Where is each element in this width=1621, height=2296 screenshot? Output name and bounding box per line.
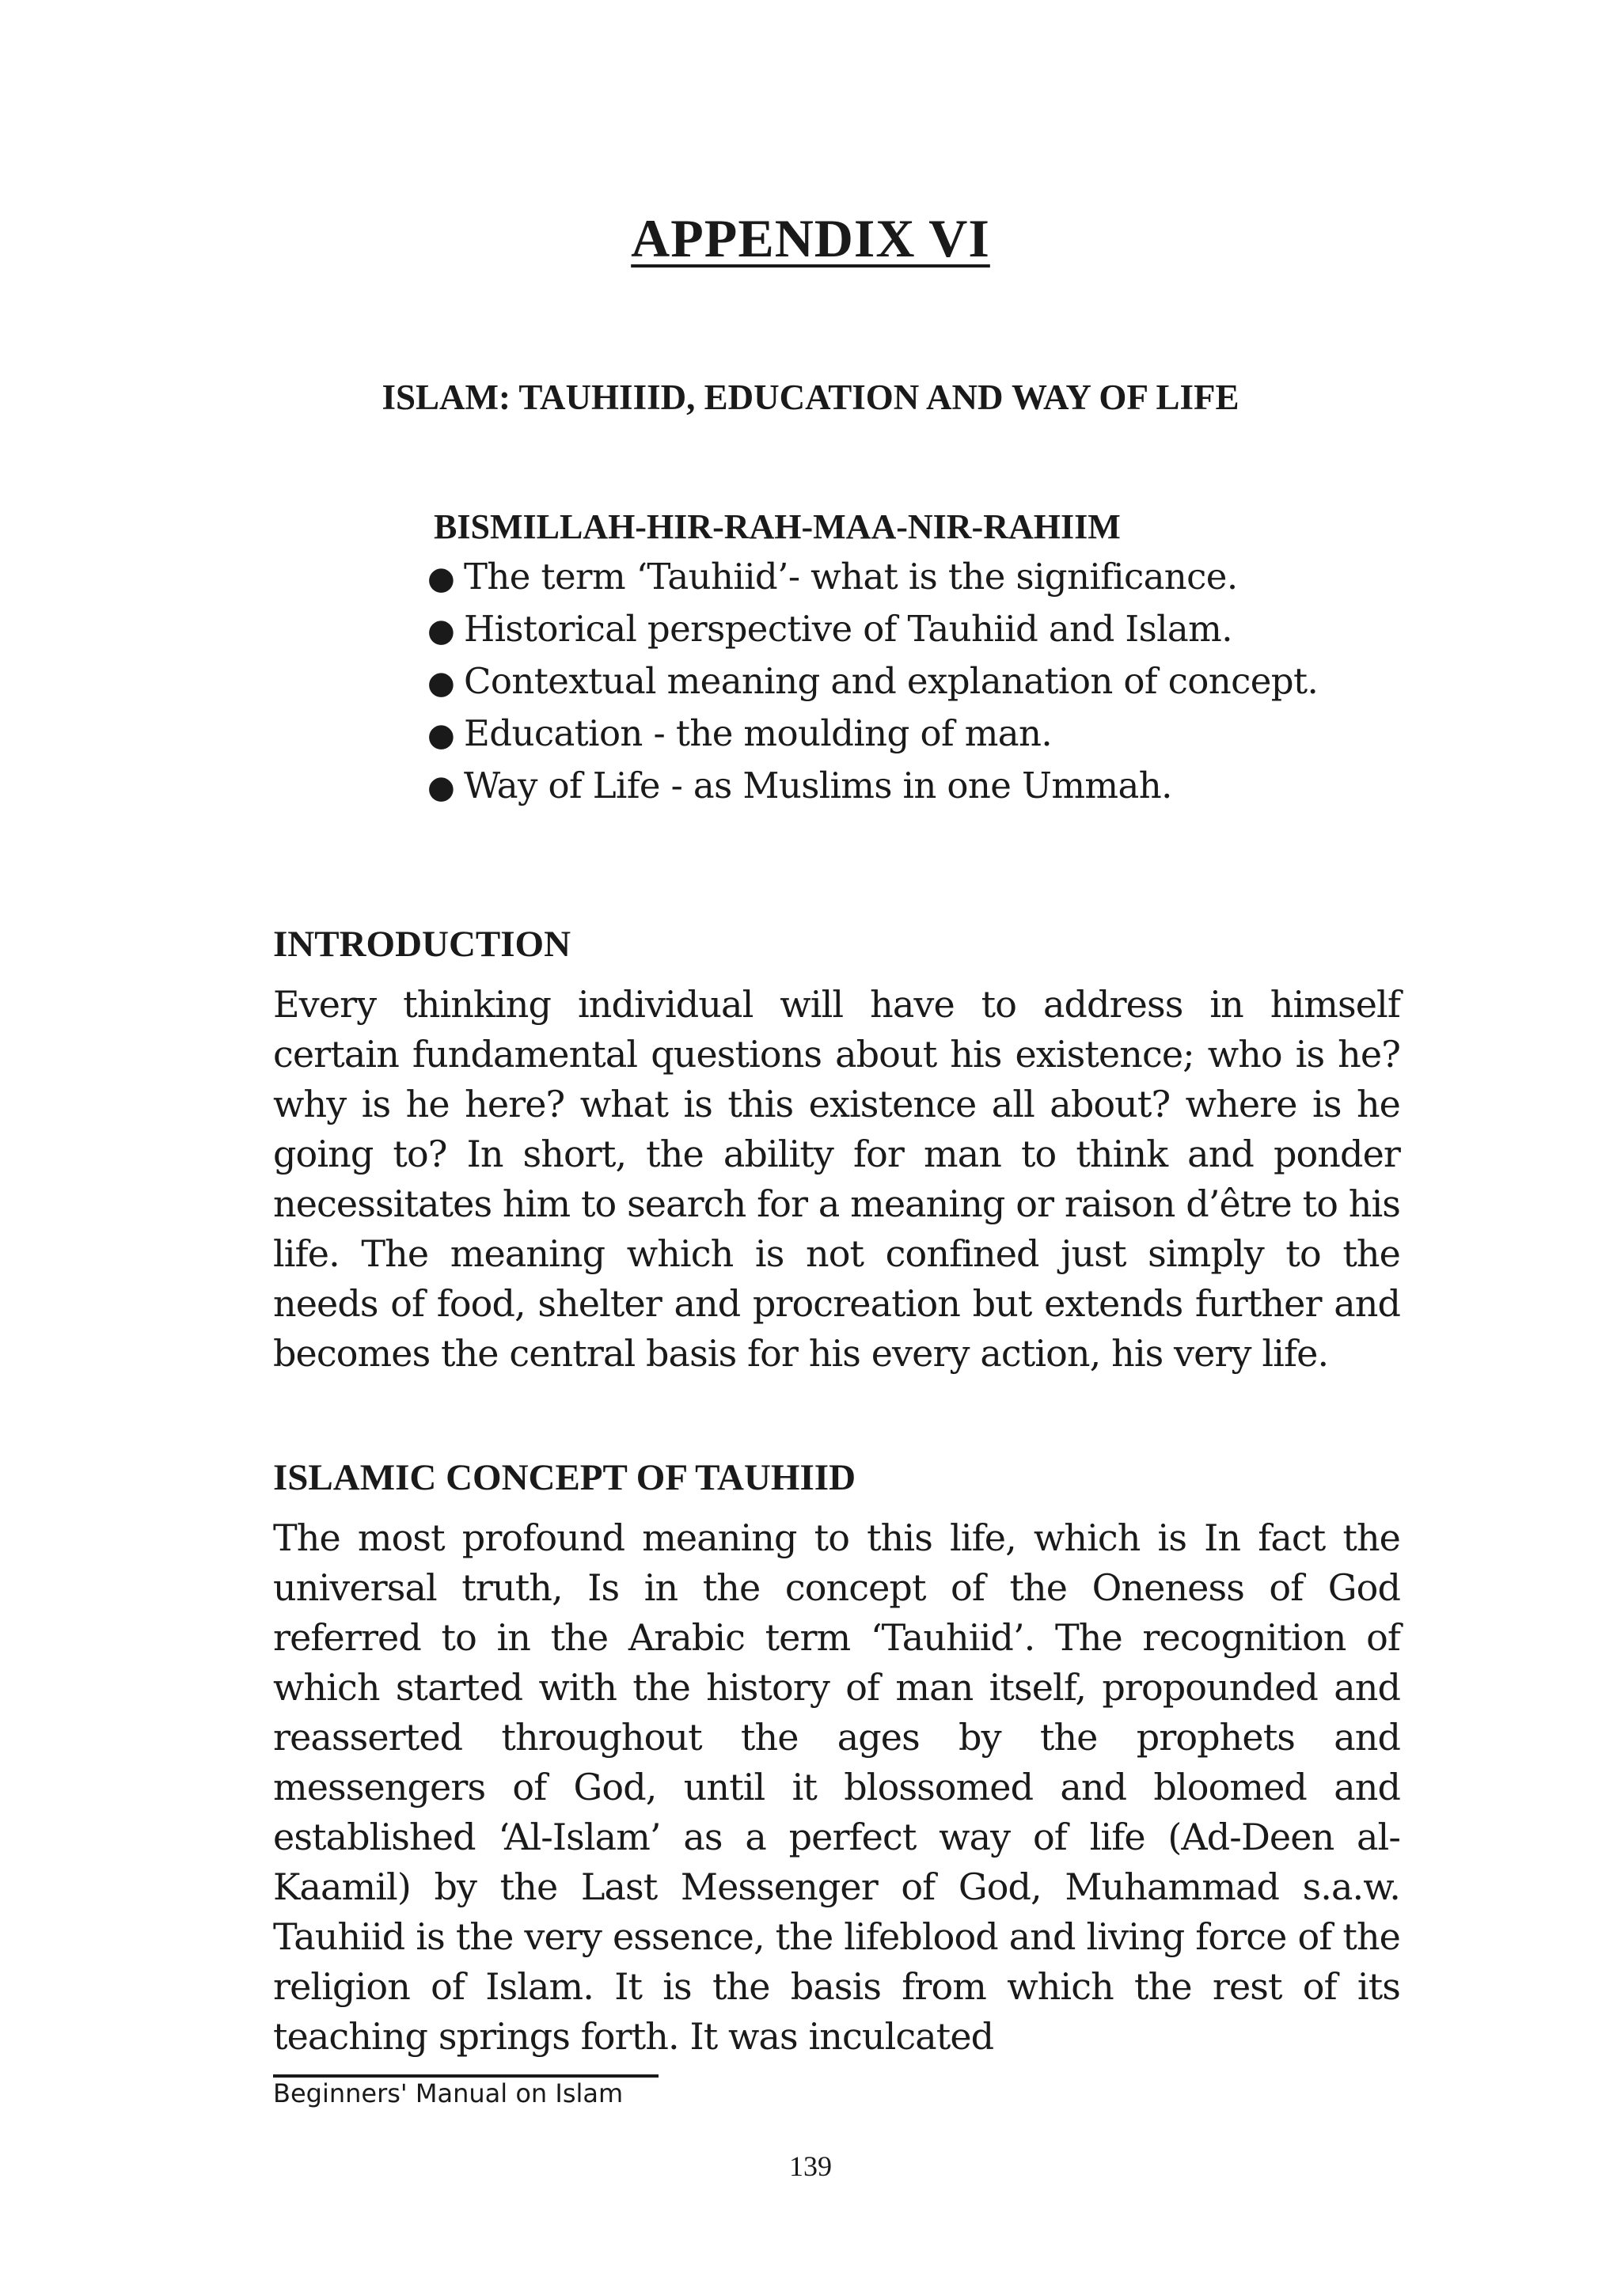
bullet-icon: ●	[427, 717, 455, 753]
bullet-icon: ●	[427, 769, 455, 806]
bullet-icon: ●	[427, 665, 455, 701]
chapter-subtitle: ISLAM: TAUHIIID, EDUCATION AND WAY OF LIFE	[382, 378, 1239, 417]
introduction-heading: INTRODUCTION	[273, 924, 571, 965]
list-item	[427, 552, 1318, 604]
footer-divider	[273, 2074, 659, 2078]
list-item-text: Historical perspective of Tauhiid and Islam.	[464, 608, 1232, 650]
page-number: 139	[789, 2150, 832, 2182]
list-item	[427, 708, 1318, 761]
list-item	[427, 761, 1318, 813]
appendix-title: APPENDIX VI	[631, 208, 990, 268]
topic-list	[427, 552, 1318, 813]
tauhiid-concept-paragraph: The most profound meaning to this life, which is In fact the universal truth, Is in the concept of the Oneness of God referred to in the Arabic term ‘Tauhiid’. The recognition of which started with the history of man itself, propounded and reasserted throughout the ages by the prophets and messengers of God, until it blossomed and bloomed and established ‘Al-Islam’ as a perfect way of life (Ad-Deen al-Kaamil) by the Last Messenger of God, Muhammad s.a.w. Tauhiid is the very essence, the lifeblood and living force of the religion of Islam. It is the basis from which the rest of its teaching springs forth. It was inculcated	[273, 1516, 1400, 2058]
list-item-text: Education - the moulding of man.	[464, 712, 1053, 754]
bismillah-heading: BISMILLAH-HIR-RAH-MAA-NIR-RAHIIM	[434, 507, 1121, 546]
list-item-text: Contextual meaning and explanation of concept.	[464, 660, 1319, 702]
list-item-text: The term ‘Tauhiid’- what is the significance.	[464, 556, 1238, 598]
bullet-icon: ●	[427, 613, 455, 649]
footer-book-title: Beginners' Manual on Islam	[273, 2078, 624, 2108]
bullet-icon: ●	[427, 560, 455, 597]
introduction-paragraph: Every thinking individual will have to address in himself certain fundamental questions about his existence; who is he? why is he here? what is this existence all about? where is he going to? In short, the ability for man to think and ponder necessitates him to search for a meaning or raison d’être to his life. The meaning which is not confined just simply to the needs of food, shelter and procreation but extends further and becomes the central basis for his every action, his very life.	[273, 983, 1400, 1375]
list-item	[427, 604, 1318, 656]
list-item	[427, 656, 1318, 708]
tauhiid-concept-heading: ISLAMIC CONCEPT OF TAUHIID	[273, 1457, 856, 1498]
list-item-text: Way of Life - as Muslims in one Ummah.	[464, 765, 1172, 806]
